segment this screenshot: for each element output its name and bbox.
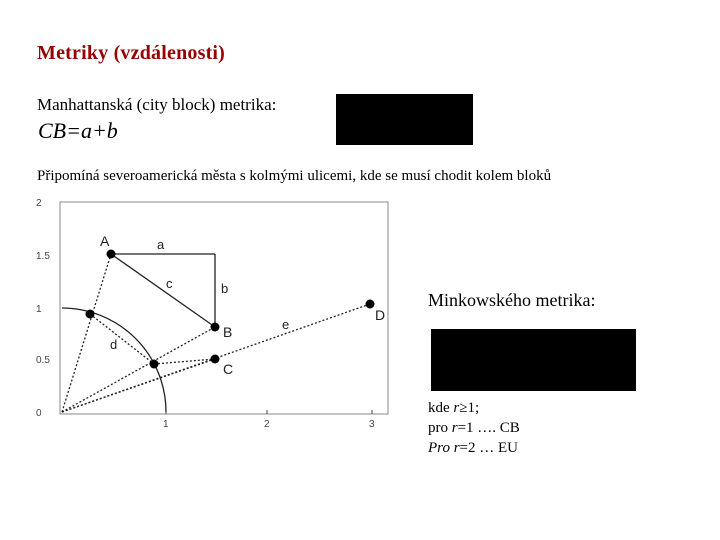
x-tick-label: 1 [163,419,169,430]
condition-line: Pro r=2 … EU [428,440,519,456]
segment-c [111,254,215,327]
ray-to-b [62,327,215,412]
segment-label-b: b [221,281,229,296]
metric-diagram [30,192,400,432]
segment-label-d: d [110,337,118,352]
segment-d [90,314,154,364]
ray-to-a [62,254,111,412]
x-tick-label: 3 [369,419,375,430]
segment-label-a: a [157,237,165,252]
condition-line: kde r≥1; [428,400,480,416]
manhattan-formula: CB=a+b [38,118,118,143]
point-label-b: B [223,324,233,340]
minkowski-conditions [428,398,520,458]
point-unit-2 [150,360,159,369]
y-tick-label: 0 [36,408,42,419]
segment-label-c: c [166,276,173,291]
point-label-c: C [223,361,234,377]
y-tick-label: 0.5 [36,355,50,366]
minkowski-formula-image [431,329,636,391]
x-tick-label: 2 [264,419,270,430]
page-title: Metriky (vzdálenosti) [37,42,226,64]
manhattan-formula-image [336,94,473,145]
point-c [211,355,220,364]
y-tick-label: 2 [36,198,42,209]
point-label-d: D [375,307,386,323]
segment-label-e: e [282,317,290,332]
manhattan-note: Připomíná severoamerická města s kolmými ulicemi, kde se musí chodit kolem bloků [37,168,552,184]
minkowski-metric-label: Minkowského metrika: [428,290,596,310]
manhattan-metric-label: Manhattanská (city block) metrika: [37,95,277,114]
point-a [107,250,116,259]
point-d [366,300,375,309]
point-label-a: A [100,233,110,249]
point-b [211,323,220,332]
unit-circle-arc [62,308,166,412]
y-tick-label: 1 [36,304,42,315]
y-tick-label: 1.5 [36,251,50,262]
point-unit-1 [86,310,95,319]
condition-line: pro r=1 …. CB [428,420,520,436]
